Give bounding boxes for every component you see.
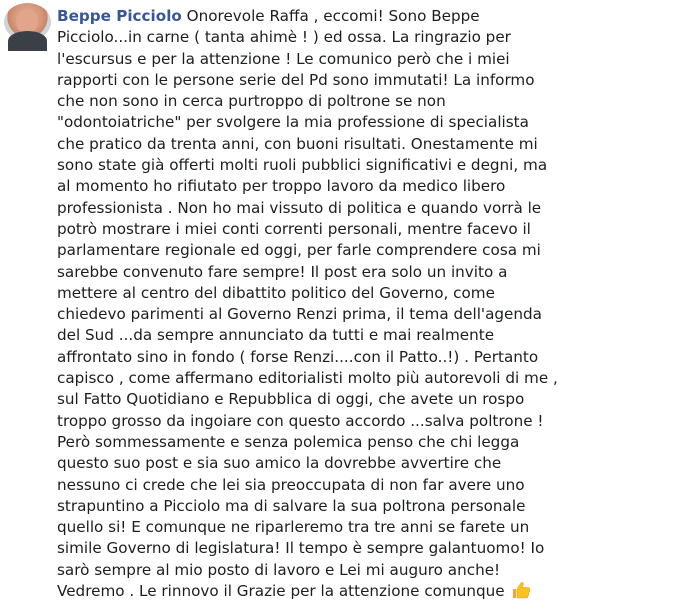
comment-text-line: simile Governo di legislatura! Il tempo è sempre galantuomo! Io [57,539,545,558]
comment-first-line [57,6,691,27]
comment-text-line: troppo grosso da ingoiare con questo accordo ...salva poltrone ! [57,411,544,430]
comment-text-line: affrontato sino in fondo ( forse Renzi....con il Patto..!) . Pertanto [57,347,539,366]
comment-text-line: Vedremo . Le rinnovo il Grazie per la attenzione comunque [57,582,505,601]
comment-last-line [57,581,691,602]
comment-text-line: Onorevole Raffa , eccomi! Sono Beppe [181,7,480,25]
comment-text-line: Però sommessamente e senza polemica penso che chi legga [57,432,520,451]
comment-text-line: sono state già offerti molti ruoli pubblici significativi e degni, ma [57,156,548,175]
comment-text-line: questo suo post e sia suo amico la dovrebbe avvertire che [57,454,502,473]
author-name-link[interactable]: Beppe Picciolo [57,7,182,25]
comment-text-line: chiedevo parimenti al Governo Renzi prima, il tema dell'agenda [57,305,542,324]
comment-text-line: sul Fatto Quotidiano e Repubblica di oggi, che avete un rospo [57,390,525,409]
comment-text-line: del Sud ...da sempre annunciato da tutti e mai realmente [57,326,495,345]
comment-text-line: parlamentare regionale ed oggi, per farle comprendere cosa mi [57,241,541,260]
avatar-shoulders [8,31,47,51]
comment-text-line: al momento ho rifiutato per troppo lavoro da medico libero [57,177,506,196]
thumbs-up-emoji-icon [511,581,531,599]
comment-body [57,6,691,602]
comment-text-line: sarò sempre al mio posto di lavoro e Lei mi auguro anche! [57,560,501,579]
comment-text-line: rapporti con le persone serie del Pd sono immutati! La informo [57,70,535,89]
avatar[interactable] [4,3,51,41]
comment-text-line: capisco , come affermano editorialisti molto più autorevoli di me , [57,369,558,388]
comment-text-line: "odontoiatriche" per svolgere la mia professione di specialista [57,113,529,132]
comment-text-line: Picciolo...in carne ( tanta ahimè ! ) ed ossa. La ringrazio per [57,28,511,47]
comment-text-line: l'escursus e per la attenzione ! Le comunico però che i miei [57,49,510,68]
comment-text-line: mettere al centro del dibattito politico del Governo, come [57,283,495,302]
comment-text-line: strapuntino a Picciolo ma di salvare la sua poltrona personale [57,496,526,515]
comment-text-line: quello si! E comunque ne riparleremo tra tre anni se farete un [57,518,530,537]
comment-text-line: che pratico da trenta anni, con buoni risultati. Onestamente mi [57,134,538,153]
comment-text-line: professionista . Non ho mai vissuto di politica e quando vorrà le [57,198,542,217]
avatar-face [16,9,38,33]
comment-text-line: nessuno ci crede che lei sia preoccupata di non far avere uno [57,475,525,494]
comment-text-line: che non sono in cerca purtroppo di poltrone se non [57,92,446,111]
comment-text-line: potrò mostrare i miei conti correnti personali, mentre facevo il [57,219,531,238]
comment-text-line: sarebbe convenuto fare sempre! Il post era solo un invito a [57,262,508,281]
